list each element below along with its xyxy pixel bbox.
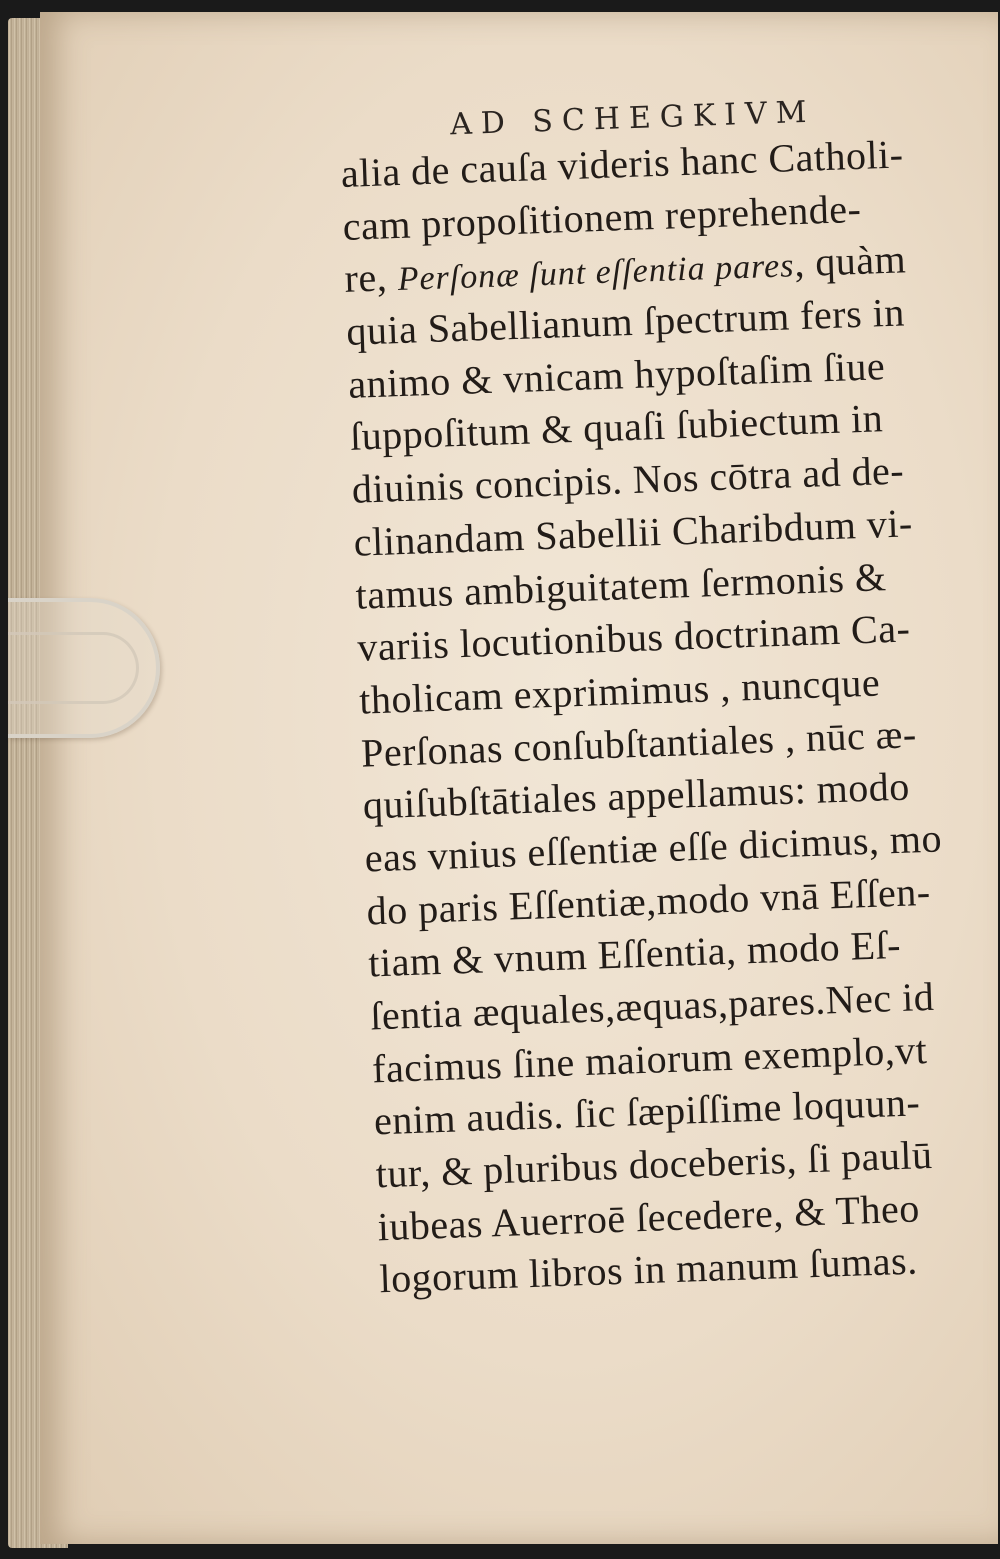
text-line: facimus ſine maiorum exemplo,vt xyxy=(371,1026,928,1092)
text-line: quia Sabellianum ſpectrum fers in xyxy=(345,289,906,354)
text-line: Perſonas conſubſtantiales , nūc æ- xyxy=(360,710,918,776)
text-line: logorum libros in manum ſumas. xyxy=(378,1237,919,1302)
text-line: tamus ambiguitatem ſermonis & xyxy=(354,553,888,618)
text-line: iubeas Auerroē ſecedere, & Theo xyxy=(376,1185,921,1250)
text-line: ſentia æquales,æquas,pares.Nec id xyxy=(369,973,935,1039)
running-head: AD SCHEGKIVM xyxy=(449,94,816,143)
text-line: eas vnius eſſentiæ eſſe dicimus, mo xyxy=(364,815,943,881)
text-line: variis locutionibus doctrinam Ca- xyxy=(356,605,911,670)
text-line: tiam & vnum Eſſentia, modo Eſ- xyxy=(367,922,902,986)
text-line: enim audis. ſic ſæpiſſime loquun- xyxy=(373,1079,921,1144)
text-line: animo & vnicam hypoſtaſim ſiue xyxy=(347,342,886,407)
italic-phrase: Perſonæ ſunt eſſentia pares xyxy=(397,247,795,299)
text-line: alia de cauſa videris hanc Catholi- xyxy=(340,131,905,196)
text-line: tur, & pluribus doceberis, ſi paulū xyxy=(375,1132,934,1197)
text-line: ſuppoſitum & quaſi ſubiectum in xyxy=(349,395,884,460)
body-text xyxy=(340,126,1000,1306)
text-line: do paris Eſſentiæ,modo vnā Eſſen- xyxy=(365,868,932,934)
text-line: diuinis concipis. Nos cōtra ad de- xyxy=(351,447,905,512)
text-line-post: , quàm xyxy=(793,236,907,286)
text-line: tholicam exprimimus , nuncque xyxy=(358,659,881,723)
text-line-pre: re, xyxy=(343,254,399,302)
text-line: quiſubſtātiales appellamus: modo xyxy=(362,763,911,828)
text-line: cam propoſitionem reprehende- xyxy=(341,185,862,249)
text-line: clinandam Sabellii Charibdum vi- xyxy=(352,500,914,565)
bookmark-clip xyxy=(8,598,160,738)
